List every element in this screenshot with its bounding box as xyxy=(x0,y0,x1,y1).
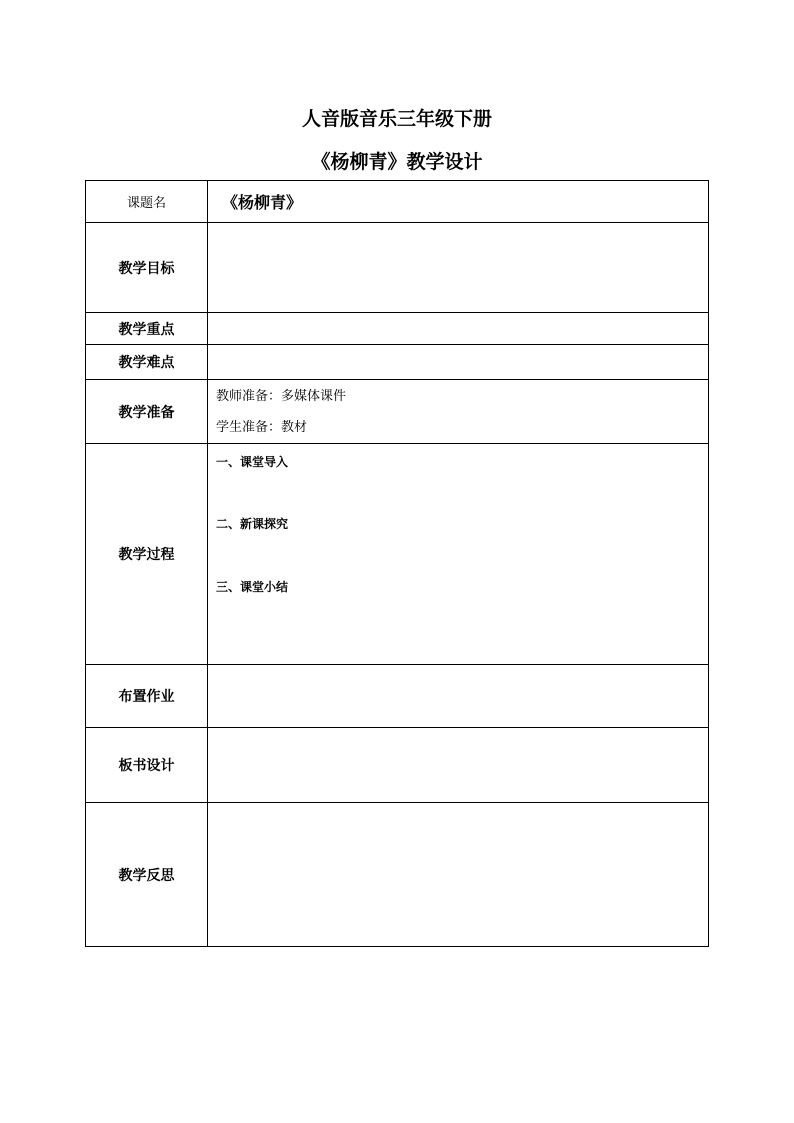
document-title: 人音版音乐三年级下册 xyxy=(301,108,492,130)
value-key-points xyxy=(208,313,709,345)
label-homework: 布置作业 xyxy=(86,665,208,728)
value-difficulties xyxy=(208,345,709,380)
label-key-points: 教学重点 xyxy=(86,313,208,345)
row-board xyxy=(86,728,709,803)
lesson-plan-table xyxy=(85,180,709,947)
process-step-2: 二、新课探究 xyxy=(216,517,289,531)
label-difficulties: 教学难点 xyxy=(86,345,208,380)
label-board: 板书设计 xyxy=(86,728,208,803)
value-topic: 《杨柳青》 xyxy=(208,181,709,223)
row-preparation xyxy=(86,380,709,444)
process-step-3: 三、课堂小结 xyxy=(216,580,289,594)
value-objectives xyxy=(208,223,709,313)
label-topic: 课题名 xyxy=(86,181,208,223)
label-reflection: 教学反思 xyxy=(86,803,208,947)
value-reflection xyxy=(208,803,709,947)
row-difficulties xyxy=(86,345,709,380)
row-homework xyxy=(86,665,709,728)
student-preparation: 学生准备：教材 xyxy=(216,419,308,435)
label-process: 教学过程 xyxy=(86,444,208,665)
row-key-points xyxy=(86,313,709,345)
row-objectives xyxy=(86,223,709,313)
row-process xyxy=(86,444,709,665)
value-preparation xyxy=(208,380,709,444)
teacher-preparation: 教师准备：多媒体课件 xyxy=(216,388,347,404)
process-step-1: 一、课堂导入 xyxy=(216,455,289,469)
label-preparation: 教学准备 xyxy=(86,380,208,444)
row-reflection xyxy=(86,803,709,947)
value-homework xyxy=(208,665,709,728)
document-subtitle: 《杨柳青》教学设计 xyxy=(311,151,483,173)
value-board xyxy=(208,728,709,803)
value-process xyxy=(208,444,709,665)
label-objectives: 教学目标 xyxy=(86,223,208,313)
row-topic xyxy=(86,181,709,223)
